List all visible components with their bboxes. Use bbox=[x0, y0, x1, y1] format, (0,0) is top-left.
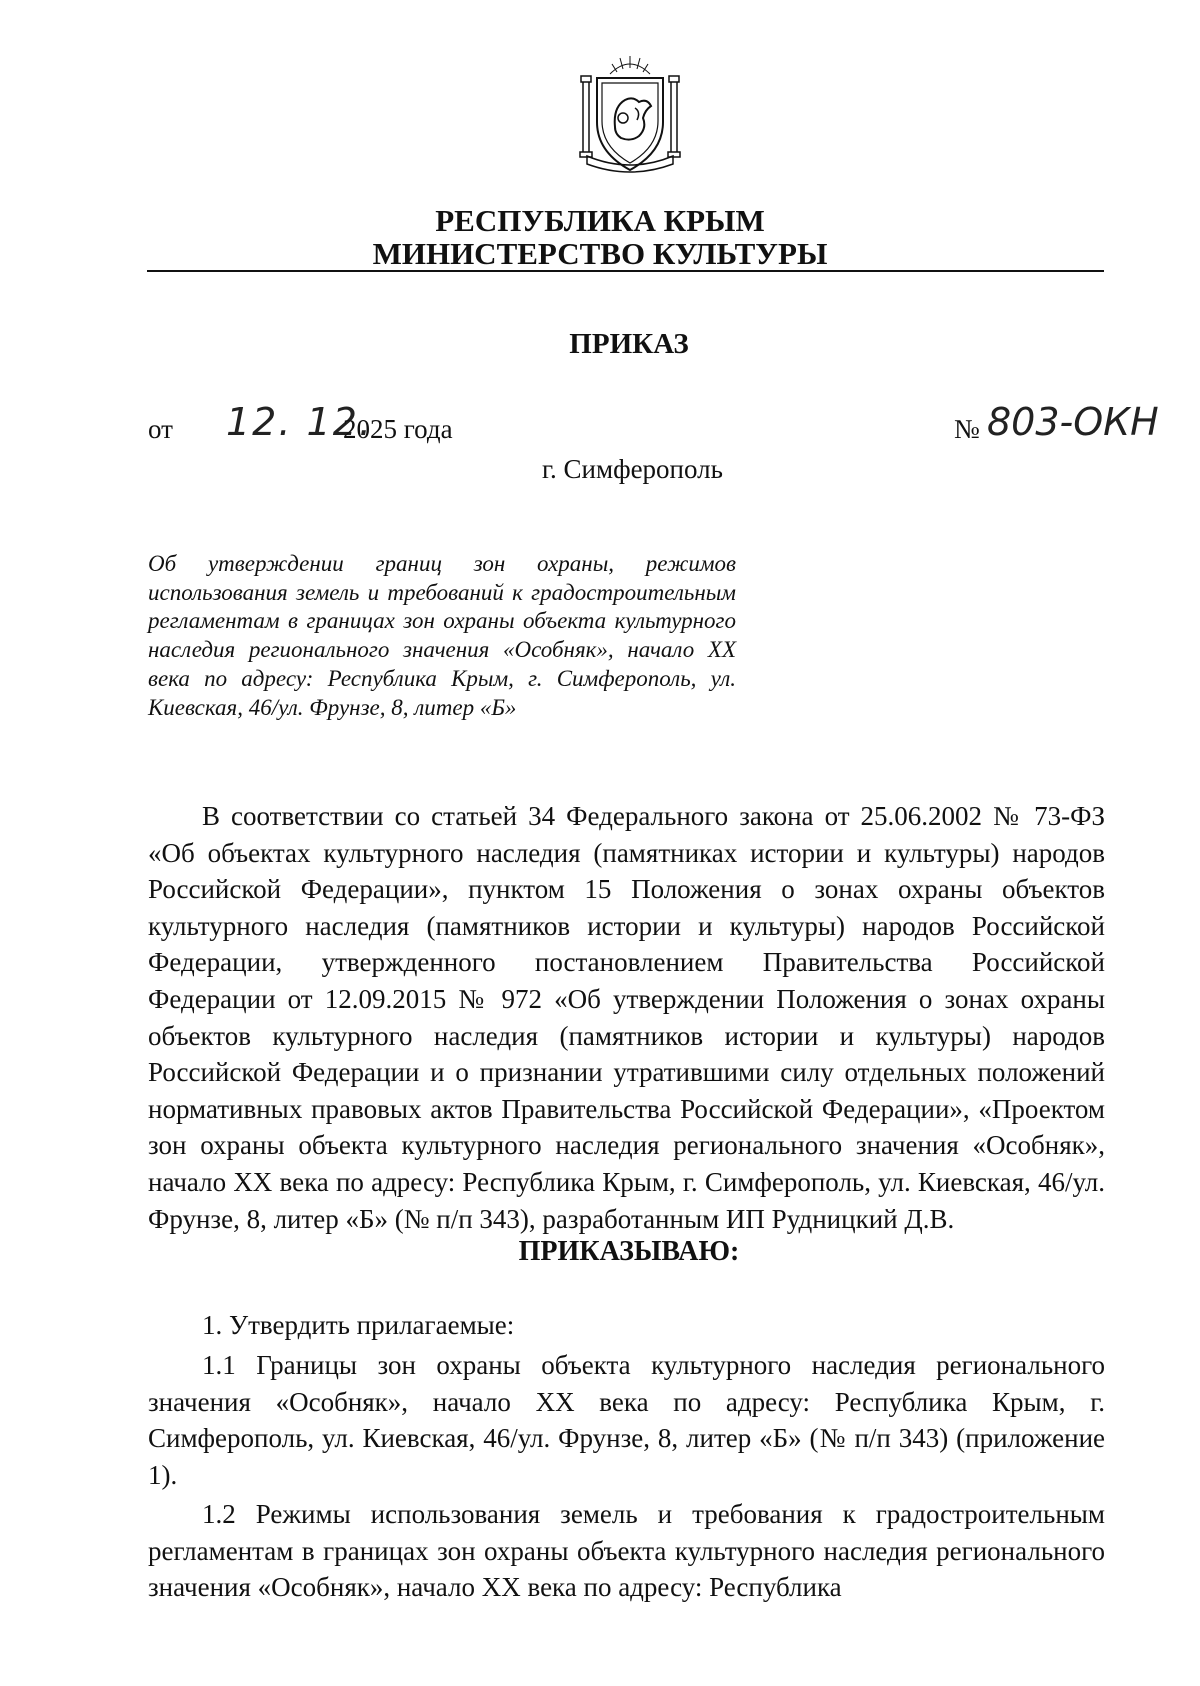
orders-heading: ПРИКАЗЫВАЮ: bbox=[518, 1236, 740, 1267]
handwritten-date: 12. 12. bbox=[226, 400, 373, 444]
crimea-coat-of-arms-icon bbox=[575, 52, 685, 177]
order-item: 1.1 Границы зон охраны объекта культурного наследия регионального значения «Особняк», начало XX века по адресу: Республика Крым, г. Симферополь, ул. Киевская, 46/ул. Фрунзе, 8, литер «Б» (№ п/п 343) (приложение 1). bbox=[148, 1350, 1105, 1490]
preamble-paragraph: В соответствии со статьей 34 Федерального закона от 25.06.2002 № 73-ФЗ «Об объектах культурного наследия (памятниках истории и культуры) народов Российской Федерации», пунктом 15 Положения о зонах охраны объектов культурного наследия (памятников истории и культуры) народов Российской Федерации, утвержденного постановлением Правительства Российской Федерации от 12.09.2015 № 972 «Об утверждении Положения о зонах охраны объектов культурного наследия (памятников истории и культуры) народов Российской Федерации и о признании утратившими силу отдельных положений нормативных правовых актов Правительства Российской Федерации», «Проектом зон охраны объекта культурного наследия регионального значения «Особняк», начало XX века по адресу: Республика Крым, г. Симферополь, ул. Киевская, 46/ул. Фрунзе, 8, литер «Б» (№ п/п 343), разработанным ИП Рудницкий Д.В. bbox=[148, 801, 1105, 1234]
city: г. Симферополь bbox=[542, 454, 723, 484]
order-item: 1. Утвердить прилагаемые: bbox=[202, 1310, 515, 1340]
order-subject: Об утверждении границ зон охраны, режимов использования земель и требований к градостроительным регламентам в границах зон охраны объекта культурного наследия регионального значения «Особняк», начало XX века по адресу: Республика Крым, г. Симферополь, ул. Киевская, 46/ул. Фрунзе, 8, литер «Б» bbox=[148, 551, 736, 720]
year: 2025 года bbox=[343, 414, 453, 444]
number-prefix: № bbox=[954, 414, 980, 444]
handwritten-number: 803-ОКН bbox=[987, 400, 1159, 444]
header-ministry: МИНИСТЕРСТВО КУЛЬТУРЫ bbox=[372, 236, 828, 271]
header-republic: РЕСПУБЛИКА КРЫМ bbox=[435, 203, 765, 238]
date-prefix: от bbox=[148, 414, 173, 444]
order-item: 1.2 Режимы использования земель и требования к градостроительным регламентам в границах зон охраны объекта культурного наследия регионального значения «Особняк», начало XX века по адресу: Республика bbox=[148, 1499, 1105, 1603]
document-title: ПРИКАЗ bbox=[569, 328, 689, 360]
header-rule bbox=[147, 270, 1104, 272]
